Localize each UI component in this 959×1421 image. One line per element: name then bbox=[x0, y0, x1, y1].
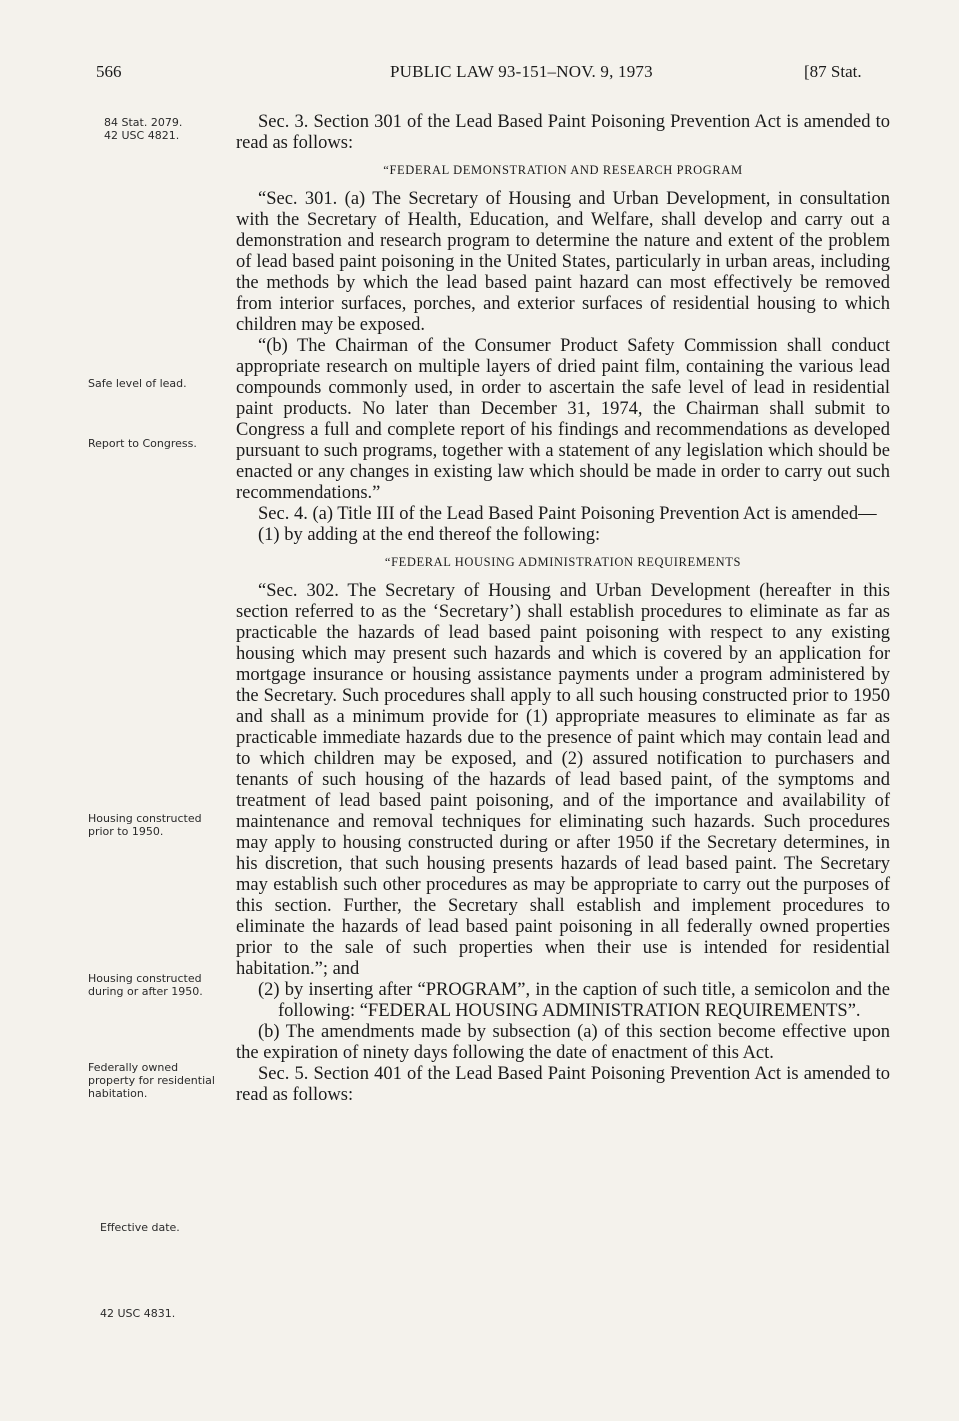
paragraph-sec-302: “Sec. 302. The Secretary of Housing and Urban Development (hereafter in this section referred to as the ‘Secretary’) shall establish procedures to eliminate as far as practicable the hazards of lead based paint poisoning with respect to any existing housing which may present such hazards and which is covered by an application for mortgage insurance or housing assistance payments under a program administered by the Secretary. Such procedures shall apply to all such housing constructed prior to 1950 and shall as a minimum provide for (1) appropriate measures to eliminate as far as practicable immediate hazards due to the presence of paint which may contain lead and to which children may be exposed, and (2) assured notification to purchasers and tenants of such housing of the hazards of lead based paint, of the symptoms and treatment of lead based paint poisoning, and of the importance and availability of maintenance and removal techniques for eliminating such hazards. Such procedures may apply to housing constructed during or after 1950 if the Secretary determines, in his discretion, that such housing presents hazards of lead based paint. The Secretary may establish such other procedures as may be appropriate to carry out the purposes of this section. Further, the Secretary shall establish and implement procedures to eliminate the hazards of lead based paint poisoning in all federally owned properties prior to the sale of such properties when their use is intended for residential habitation.”; and bbox=[236, 581, 890, 979]
paragraph-sec-301-b: “(b) The Chairman of the Consumer Product Safety Commission shall conduct appropriate research on multiple layers of dried paint film, containing the various lead compounds commonly used, in order to ascertain the safe level of lead in residential paint products. No later than December 31, 1974, the Chairman shall submit to Congress a full and complete report of his findings and recommendations as developed pursuant to such programs, together with a statement of any legislation which should be enacted or any changes in existing law which should be made in order to carry out such recommendations.” bbox=[236, 336, 890, 503]
margin-note-usc: 42 USC 4821. bbox=[104, 129, 180, 142]
page-header bbox=[0, 62, 959, 88]
paragraph-sec-4-b: (b) The amendments made by subsection (a) of this section become effective upon the expiration of ninety days following the date of enactment of this Act. bbox=[236, 1022, 890, 1063]
margin-note-housing-prior: Housing constructed prior to 1950. bbox=[88, 812, 202, 838]
paragraph-sec-301-a: “Sec. 301. (a) The Secretary of Housing and Urban Development, in consultation with the Secretary of Health, Education, and Welfare, shall develop and carry out a demonstration and research program to determine the nature and extent of the problem of lead based paint poisoning in the United States, particularly in urban areas, including the methods by which the lead based paint hazard can most effectively be removed from interior surfaces, porches, and exterior surfaces of residential housing to which children may be exposed. bbox=[236, 189, 890, 335]
paragraph-sec-4: Sec. 4. (a) Title III of the Lead Based Paint Poisoning Prevention Act is amended— bbox=[258, 504, 877, 524]
margin-note-federal-property: Federally owned property for residential habitation. bbox=[88, 1061, 215, 1100]
margin-note-housing-after: Housing constructed during or after 1950. bbox=[88, 972, 203, 998]
caption-fha-requirements: “FEDERAL HOUSING ADMINISTRATION REQUIREMENTS bbox=[384, 555, 742, 569]
margin-note-report: Report to Congress. bbox=[88, 437, 197, 450]
paragraph-sec-3: Sec. 3. Section 301 of the Lead Based Paint Poisoning Prevention Act is amended to read as follows: bbox=[236, 112, 890, 153]
margin-note-effective-date: Effective date. bbox=[100, 1221, 180, 1234]
margin-note-stat: 84 Stat. 2079. bbox=[104, 116, 183, 129]
paragraph-item-1: (1) by adding at the end thereof the following: bbox=[258, 525, 601, 545]
paragraph-item-2: (2) by inserting after “PROGRAM”, in the caption of such title, a semicolon and the following: “FEDERAL HOUSING ADMINISTRATION REQUIREMENTS”. bbox=[258, 980, 890, 1021]
page-number: 566 bbox=[96, 62, 122, 81]
main-text bbox=[236, 112, 890, 1106]
margin-note-citation-1 bbox=[104, 116, 244, 142]
statute-volume: [87 Stat. bbox=[804, 62, 862, 81]
paragraph-sec-5: Sec. 5. Section 401 of the Lead Based Paint Poisoning Prevention Act is amended to read as follows: bbox=[236, 1064, 890, 1105]
running-title: PUBLIC LAW 93-151–NOV. 9, 1973 bbox=[390, 62, 653, 81]
margin-note-safe-level: Safe level of lead. bbox=[88, 377, 187, 390]
margin-note-usc-4831: 42 USC 4831. bbox=[100, 1307, 176, 1320]
caption-research-program: “FEDERAL DEMONSTRATION AND RESEARCH PROGRAM bbox=[383, 163, 743, 177]
